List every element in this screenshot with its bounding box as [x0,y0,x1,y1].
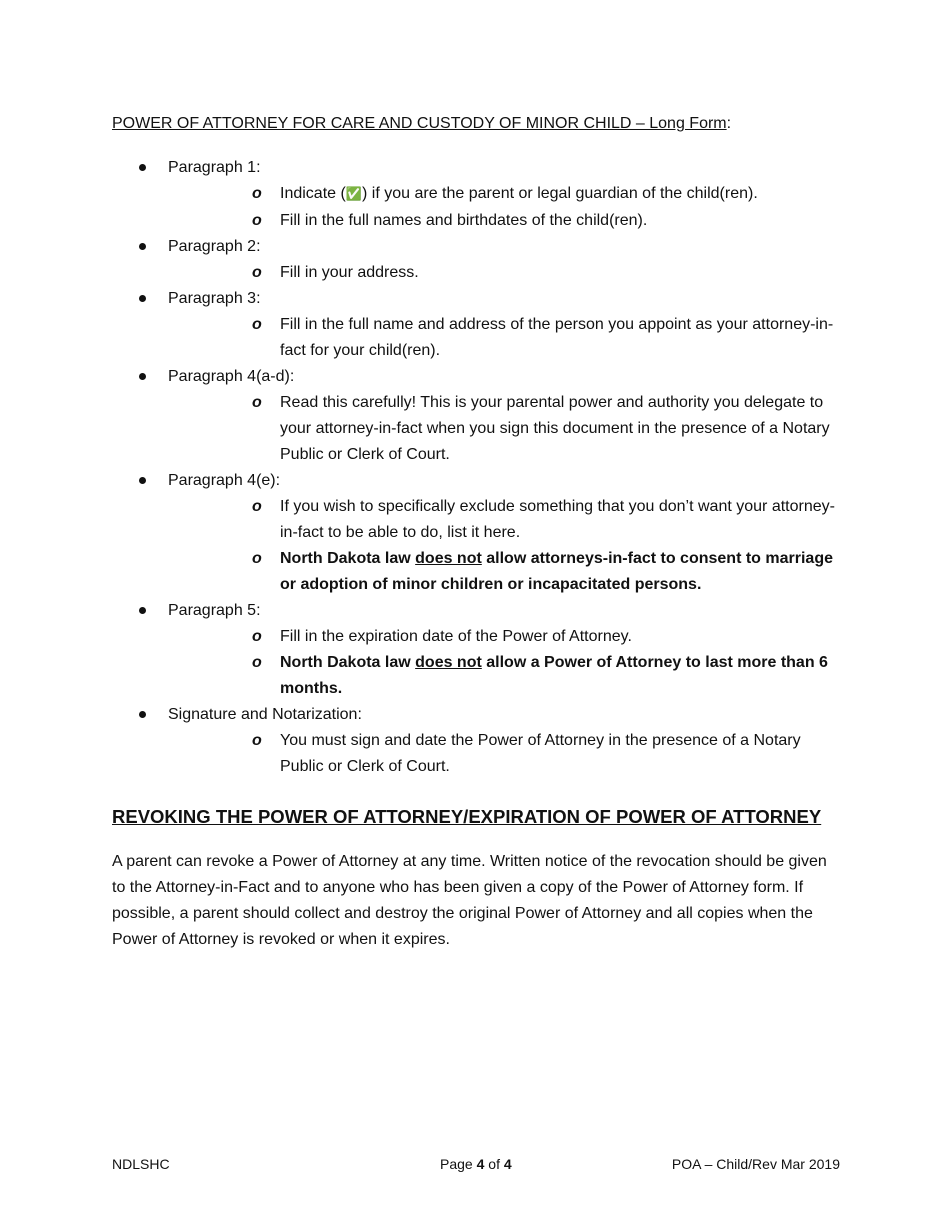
bullet-icon [139,373,146,380]
revoking-heading: REVOKING THE POWER OF ATTORNEY/EXPIRATION OF POWER OF ATTORNEY [112,806,822,827]
of-word: of [484,1156,504,1172]
law-note-text: allow a Power of Attorney to last more than 6 months. [280,654,828,697]
page-total: 4 [503,1156,512,1172]
page-current: 4 [476,1156,485,1172]
circle-bullet-icon: o [252,185,262,202]
sub-list [168,181,840,234]
sub-list [168,728,840,780]
item-label: Signature and Notarization: [168,706,362,723]
sub-item-text: You must sign and date the Power of Attorney in the presence of a Notary Public or Clerk of Court. [280,732,801,775]
footer-left: NDLSHC [112,1156,170,1172]
footer-right: POA – Child/Rev Mar 2019 [671,1156,840,1172]
circle-bullet-icon: o [252,550,262,567]
item-label: Paragraph 1: [168,159,261,176]
circle-bullet-icon: o [252,212,262,229]
list-item-paragraph-5 [112,598,840,702]
sub-item [168,208,840,234]
page-number [440,1154,512,1174]
sub-item [168,260,840,286]
sub-item-law-note [168,650,840,702]
checkmark-icon: ✅ [345,187,362,202]
sub-item-text: ) if you are the parent or legal guardian of the child(ren). [362,185,758,202]
bullet-icon [139,711,146,718]
page-word: Page [440,1156,477,1172]
title-colon: : [726,115,732,132]
law-note-emphasis: does not [415,654,482,671]
item-label: Paragraph 3: [168,290,261,307]
list-item-paragraph-2 [112,234,840,286]
sub-list [168,624,840,702]
sub-item-law-note [168,546,840,598]
sub-list [168,260,840,286]
sub-item [168,312,840,364]
circle-bullet-icon: o [252,316,262,333]
item-label: Paragraph 4(e): [168,472,281,489]
bullet-icon [139,295,146,302]
item-label: Paragraph 4(a-d): [168,368,295,385]
sub-list [168,494,840,598]
circle-bullet-icon: o [252,732,262,749]
sub-item [168,390,840,468]
law-note-emphasis: does not [415,550,482,567]
bullet-icon [139,607,146,614]
list-item-paragraph-4e [112,468,840,598]
item-label: Paragraph 2: [168,238,261,255]
list-item-paragraph-3 [112,286,840,364]
sub-item-text: Indicate ( [280,185,346,202]
sub-item [168,181,840,208]
circle-bullet-icon: o [252,628,262,645]
sub-item-text: Fill in the full names and birthdates of the child(ren). [280,212,648,229]
list-item-paragraph-4a-d [112,364,840,468]
bullet-icon [139,477,146,484]
title-text: POWER OF ATTORNEY FOR CARE AND CUSTODY OF MINOR CHILD – Long Form [112,115,727,132]
sub-item-text: Fill in your address. [280,264,419,281]
sub-item-text: If you wish to specifically exclude something that you don’t want your attorney-in-fact to be able to do, list it here. [280,498,835,541]
list-item-signature [112,702,840,780]
bullet-icon [139,243,146,250]
revoking-paragraph: A parent can revoke a Power of Attorney at any time. Written notice of the revocation should be given to the Attorney-in-Fact and to anyone who has been given a copy of the Power of Attorney form. If possible, a parent should collect and destroy the original Power of Attorney and all copies when the Power of Attorney is revoked or when it expires. [112,853,827,948]
law-note-text: North Dakota law [280,550,416,567]
circle-bullet-icon: o [252,498,262,515]
circle-bullet-icon: o [252,394,262,411]
sub-item-text: Fill in the expiration date of the Power of Attorney. [280,628,632,645]
sub-item [168,494,840,546]
item-label: Paragraph 5: [168,602,261,619]
law-note-text: allow attorneys-in-fact to consent to marriage or adoption of minor children or incapacitated persons. [280,550,833,593]
page-title [112,114,731,134]
sub-item-text: Fill in the full name and address of the person you appoint as your attorney-in-fact for your child(ren). [280,316,834,359]
sub-list [168,312,840,364]
sub-item [168,728,840,780]
instructions-list [112,155,840,780]
sub-list [168,390,840,468]
circle-bullet-icon: o [252,654,262,671]
sub-item [168,624,840,650]
circle-bullet-icon: o [252,264,262,281]
list-item-paragraph-1 [112,155,840,234]
bullet-icon [139,164,146,171]
sub-item-text: Read this carefully! This is your parental power and authority you delegate to your attorney-in-fact when you sign this document in the presence of a Notary Public or Clerk of Court. [280,394,830,463]
law-note-text: North Dakota law [280,654,416,671]
page-footer [112,1154,840,1174]
